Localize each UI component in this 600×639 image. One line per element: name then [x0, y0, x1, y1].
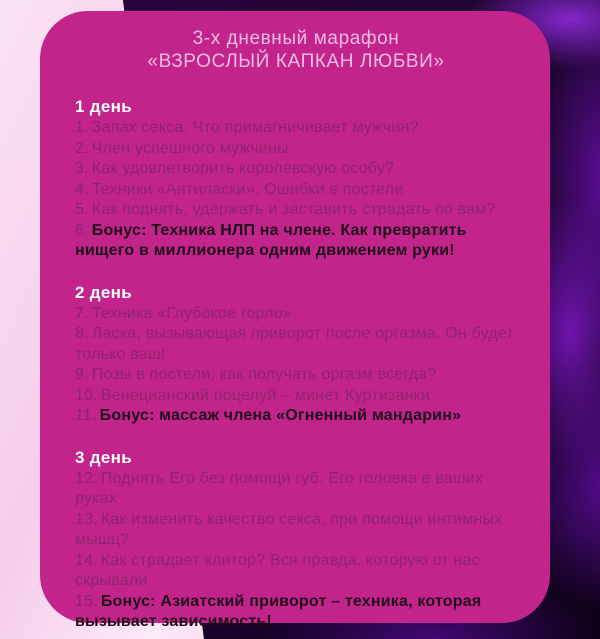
item-text: Венецианский поцелуй – минет Куртизанки — [100, 386, 430, 404]
program-item-11-bonus — [75, 406, 517, 427]
program-item-3 — [75, 159, 517, 180]
bonus-item-text: Бонус: массаж члена «Огненный мандарин» — [99, 407, 462, 424]
item-number: 14. — [75, 551, 98, 569]
item-number: 8. — [75, 325, 89, 342]
item-number: 10. — [75, 386, 98, 404]
program-item-10 — [75, 386, 517, 407]
bonus-item-text: Бонус: Азиатский приворот – техника, которая вызывает зависимость! — [75, 592, 482, 630]
item-number: 6. — [75, 221, 89, 239]
marathon-card — [40, 11, 550, 630]
program-item-5 — [75, 200, 517, 221]
item-number: 13. — [75, 510, 98, 528]
item-number: 9. — [75, 366, 89, 383]
program-item-15-bonus — [75, 592, 517, 633]
item-text: Техники «Антиласки». Ошибки в постели — [91, 180, 404, 198]
item-text: Как поднять, удержать и заставить страдать по вам? — [91, 201, 496, 218]
bonus-item-text: Бонус: Техника НЛП на члене. Как превратить нищего в миллионера одним движением руки! — [75, 221, 467, 259]
day-2-section — [75, 282, 517, 427]
item-number: 5. — [75, 201, 89, 218]
program-item-9 — [75, 365, 517, 386]
poster-title — [75, 27, 517, 73]
program-item-7 — [75, 304, 517, 325]
item-number: 2. — [75, 139, 89, 157]
program-item-13 — [75, 510, 517, 551]
item-number: 3. — [75, 160, 89, 177]
program-item-12 — [75, 469, 517, 510]
program-item-14 — [75, 551, 517, 592]
day-1-label: 1 день — [75, 97, 132, 116]
item-number: 11. — [75, 407, 97, 424]
item-text: Член успешного мужчины — [91, 139, 289, 157]
day-2-label: 2 день — [75, 282, 132, 302]
program-item-2 — [75, 139, 517, 160]
title-line-1: 3-х дневный марафон — [192, 28, 400, 49]
day-1-section — [75, 96, 517, 262]
item-text: Позы в постели, как получать оргазм всегда? — [91, 366, 437, 383]
item-text: Как изменить качество секса, при помощи интимных мышц? — [75, 510, 503, 548]
item-text: Техника «Глубокое горло» — [91, 304, 293, 322]
title-line-2: «ВЗРОСЛЫЙ КАПКАН ЛЮБВИ» — [147, 51, 445, 72]
item-number: 7. — [75, 304, 89, 322]
program-item-4 — [75, 180, 517, 201]
item-text: Запах секса. Что примагничивает мужчин? — [91, 119, 419, 136]
item-number: 4. — [75, 180, 89, 198]
item-text: Поднять Его без помощи губ. Его головка в ваших руках — [75, 469, 484, 507]
item-number: 12. — [75, 469, 98, 487]
item-text: Ласка, вызывающая приворот после оргазма. Он будет только ваш! — [75, 325, 514, 363]
program-item-1 — [75, 118, 517, 139]
program-item-6-bonus — [75, 221, 517, 262]
item-number: 1. — [75, 119, 89, 136]
item-text: Как страдает клитор? Вся правда, которую от нас скрывали — [75, 551, 480, 589]
program-item-8 — [75, 324, 517, 365]
item-number: 15. — [75, 592, 98, 610]
item-text: Как удовлетворить королевскую особу? — [91, 160, 395, 177]
day-3-label: 3 день — [75, 447, 132, 467]
day-3-section — [75, 447, 517, 633]
